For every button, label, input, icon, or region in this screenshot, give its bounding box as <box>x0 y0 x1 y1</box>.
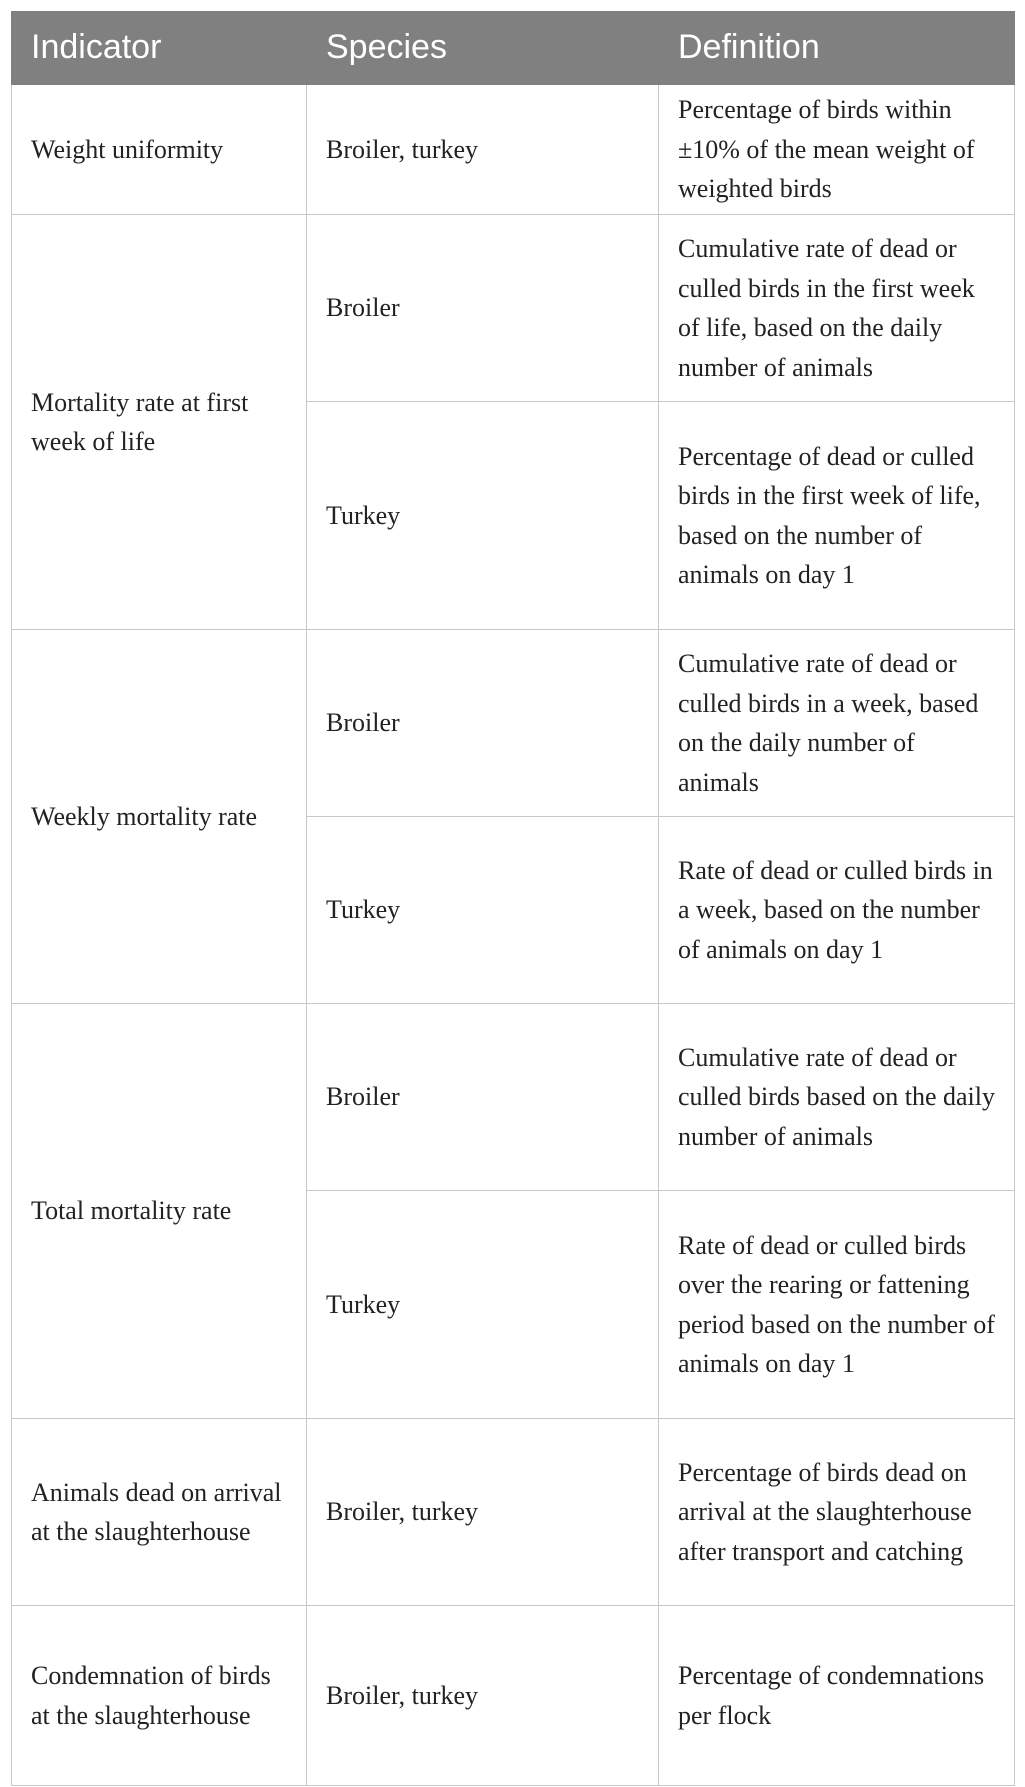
species-cell: Broiler, turkey <box>307 1419 659 1606</box>
table-row <box>12 1606 1015 1786</box>
definition-cell: Rate of dead or culled birds in a week, based on the number of animals on day 1 <box>659 817 1015 1004</box>
definition-cell: Percentage of birds within ±10% of the mean weight of weighted birds <box>659 85 1015 215</box>
species-cell: Turkey <box>307 817 659 1004</box>
species-cell: Broiler <box>307 1004 659 1191</box>
table-header <box>12 12 1015 85</box>
species-cell: Broiler, turkey <box>307 85 659 215</box>
definition-cell: Cumulative rate of dead or culled birds in a week, based on the daily number of animals <box>659 630 1015 817</box>
table-row <box>12 1419 1015 1606</box>
header-row <box>12 12 1015 85</box>
table-row <box>12 215 1015 402</box>
definition-cell: Rate of dead or culled birds over the rearing or fattening period based on the number of animals on day 1 <box>659 1191 1015 1419</box>
indicators-table <box>11 11 1015 1786</box>
table-row <box>12 1004 1015 1191</box>
species-cell: Turkey <box>307 1191 659 1419</box>
indicator-cell: Mortality rate at first week of life <box>12 215 307 630</box>
definition-cell: Percentage of dead or culled birds in the first week of life, based on the number of animals on day 1 <box>659 402 1015 630</box>
indicator-cell: Condemnation of birds at the slaughterhouse <box>12 1606 307 1786</box>
header-definition: Definition <box>659 12 1015 85</box>
table-row <box>12 630 1015 817</box>
definition-cell: Percentage of condemnations per flock <box>659 1606 1015 1786</box>
definition-cell: Cumulative rate of dead or culled birds based on the daily number of animals <box>659 1004 1015 1191</box>
species-cell: Broiler, turkey <box>307 1606 659 1786</box>
table-row <box>12 85 1015 215</box>
table-body <box>12 85 1015 1786</box>
species-cell: Turkey <box>307 402 659 630</box>
species-cell: Broiler <box>307 630 659 817</box>
header-indicator: Indicator <box>12 12 307 85</box>
definition-cell: Cumulative rate of dead or culled birds in the first week of life, based on the daily number of animals <box>659 215 1015 402</box>
header-species: Species <box>307 12 659 85</box>
indicator-cell: Animals dead on arrival at the slaughterhouse <box>12 1419 307 1606</box>
species-cell: Broiler <box>307 215 659 402</box>
indicator-cell: Total mortality rate <box>12 1004 307 1419</box>
indicator-cell: Weekly mortality rate <box>12 630 307 1004</box>
indicator-cell: Weight uniformity <box>12 85 307 215</box>
definition-cell: Percentage of birds dead on arrival at the slaughterhouse after transport and catching <box>659 1419 1015 1606</box>
